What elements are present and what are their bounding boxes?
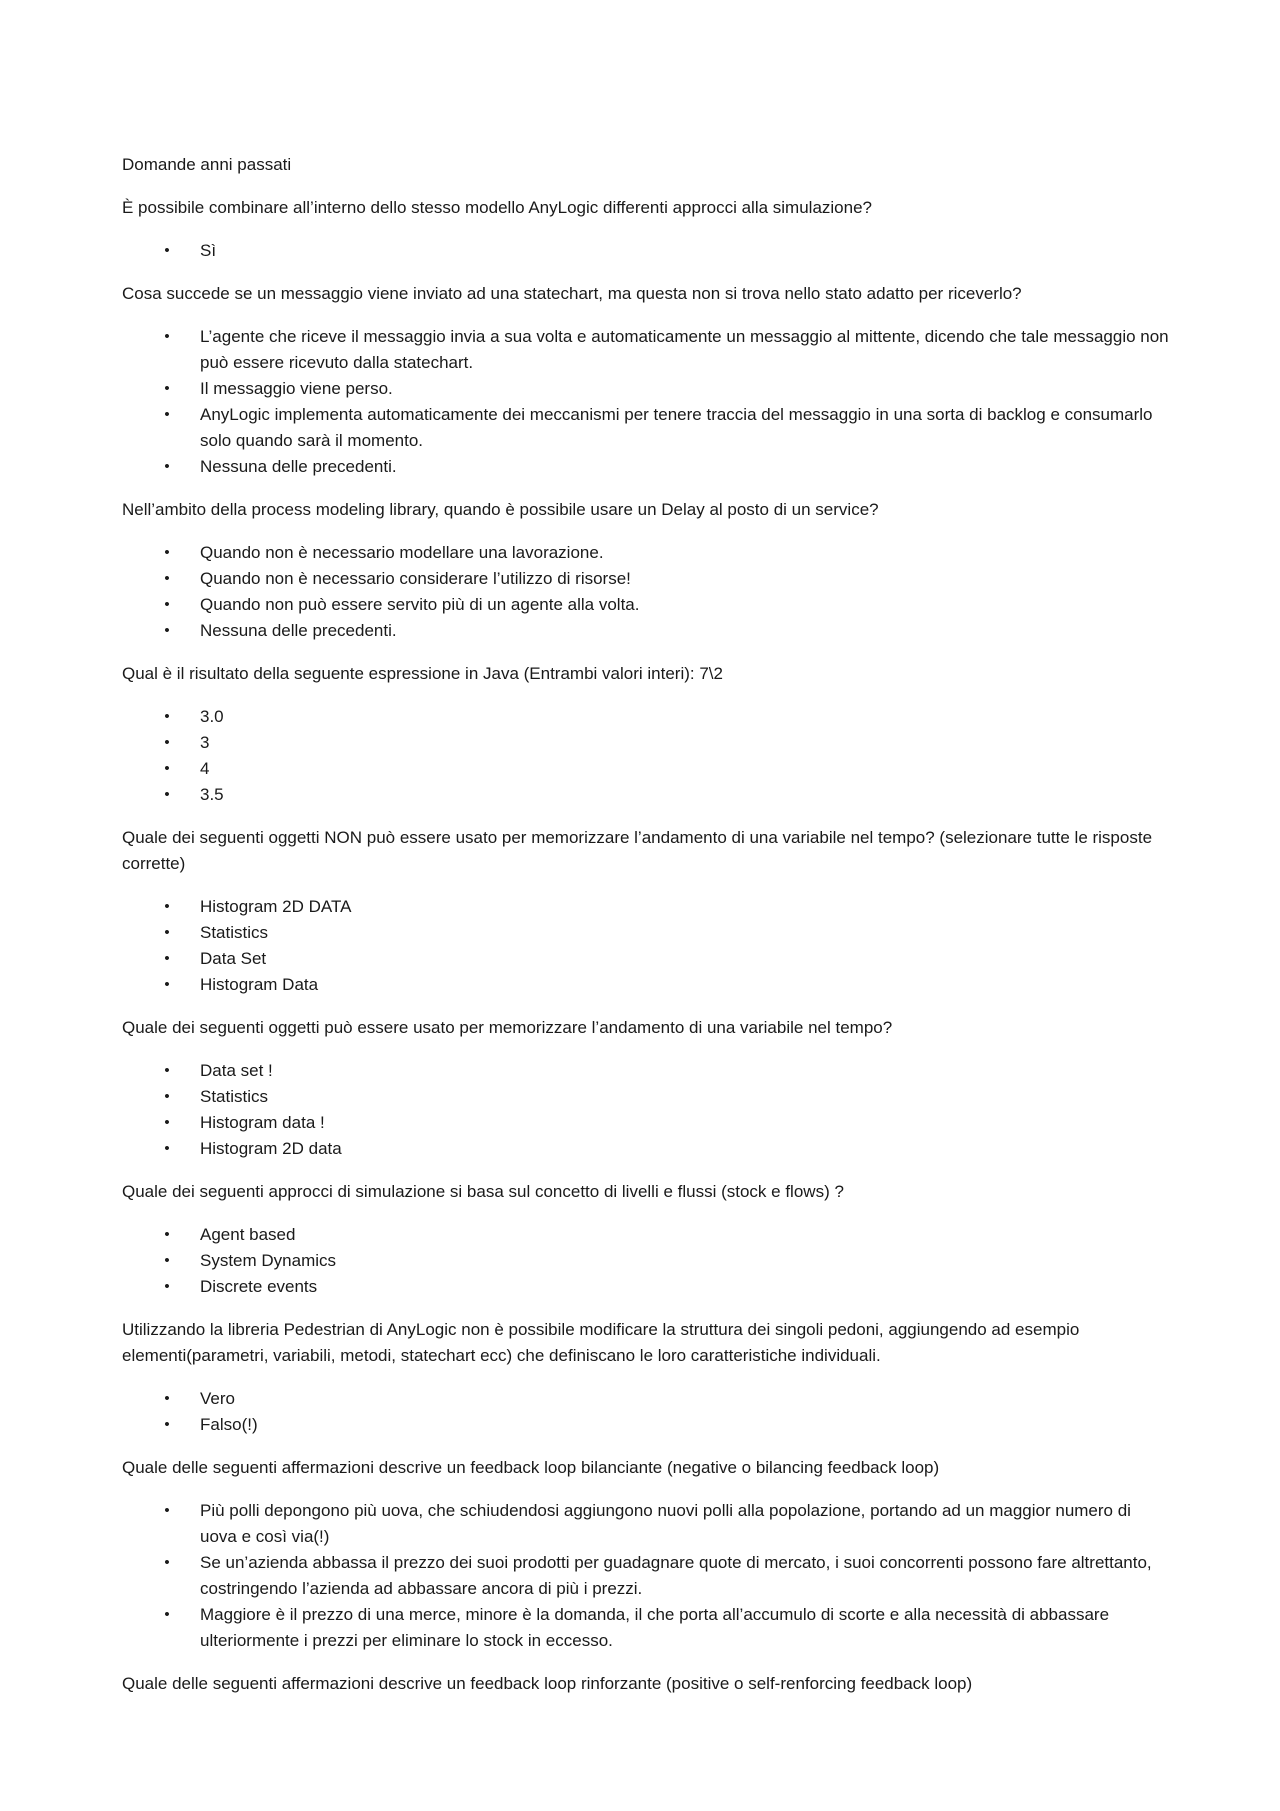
bullet-icon: • [164, 1390, 170, 1407]
answer-item [122, 1110, 1172, 1136]
answer-item [122, 1084, 1172, 1110]
answer-text: Histogram 2D data [200, 1139, 342, 1158]
bullet-icon: • [164, 570, 170, 587]
answer-item [122, 1274, 1172, 1300]
answer-text: Quando non è necessario considerare l’utilizzo di risorse! [200, 569, 631, 588]
bullet-icon: • [164, 1502, 170, 1519]
question-text: Cosa succede se un messaggio viene inviato ad una statechart, ma questa non si trova nello stato adatto per riceverlo? [122, 284, 1022, 303]
answer-list [122, 540, 1172, 644]
bullet-icon: • [164, 786, 170, 803]
answer-text: Più polli depongono più uova, che schiudendosi aggiungono nuovi polli alla popolazione, portando ad un maggior numero di uova e così via(!) [200, 1501, 1131, 1546]
answer-item [122, 704, 1172, 730]
answer-item [122, 946, 1172, 972]
answer-item [122, 618, 1172, 644]
answer-list [122, 1386, 1172, 1438]
answer-list [122, 1222, 1172, 1300]
answer-text: Histogram 2D DATA [200, 897, 352, 916]
bullet-icon: • [164, 406, 170, 423]
answer-item [122, 376, 1172, 402]
answer-text: Sì [200, 241, 217, 260]
bullet-icon: • [164, 1062, 170, 1079]
bullet-icon: • [164, 1140, 170, 1157]
answer-item [122, 566, 1172, 592]
bullet-icon: • [164, 976, 170, 993]
answer-text: Histogram data ! [200, 1113, 325, 1132]
bullet-icon: • [164, 544, 170, 561]
answer-item [122, 324, 1172, 376]
answer-item [122, 238, 1172, 264]
answer-text: 4 [200, 759, 210, 778]
question-text: Quale dei seguenti oggetti NON può essere usato per memorizzare l’andamento di una variabile nel tempo? (selezionare tutte le risposte corrette) [122, 828, 1153, 873]
question-text: Quale dei seguenti oggetti può essere usato per memorizzare l’andamento di una variabile nel tempo? [122, 1018, 893, 1037]
answer-list [122, 238, 1172, 264]
question-list [122, 195, 1172, 1697]
answer-item [122, 1222, 1172, 1248]
answer-list [122, 1498, 1172, 1654]
bullet-icon: • [164, 1114, 170, 1131]
answer-list [122, 894, 1172, 998]
bullet-icon: • [164, 380, 170, 397]
answer-item [122, 972, 1172, 998]
answer-list [122, 1058, 1172, 1162]
answer-text: Data set ! [200, 1061, 273, 1080]
question-text: Quale dei seguenti approcci di simulazione si basa sul concetto di livelli e flussi (stock e flows) ? [122, 1182, 844, 1201]
answer-text: Discrete events [200, 1277, 318, 1296]
answer-text: Histogram Data [200, 975, 319, 994]
answer-item [122, 730, 1172, 756]
answer-text: Data Set [200, 949, 267, 968]
answer-text: Agent based [200, 1225, 296, 1244]
question-text: Quale delle seguenti affermazioni descrive un feedback loop bilanciante (negative o bilancing feedback loop) [122, 1458, 940, 1477]
question-text: Qual è il risultato della seguente espressione in Java (Entrambi valori interi): 7\2 [122, 664, 723, 683]
answer-text: L’agente che riceve il messaggio invia a sua volta e automaticamente un messaggio al mittente, dicendo che tale messaggio non può essere ricevuto dalla statechart. [200, 327, 1169, 372]
question-text: Quale delle seguenti affermazioni descrive un feedback loop rinforzante (positive o self-renforcing feedback loop) [122, 1674, 973, 1693]
answer-item [122, 894, 1172, 920]
answer-item [122, 454, 1172, 480]
bullet-icon: • [164, 1226, 170, 1243]
answer-item [122, 782, 1172, 808]
answer-list [122, 704, 1172, 808]
document-body [122, 152, 1172, 1714]
bullet-icon: • [164, 950, 170, 967]
question-text: Utilizzando la libreria Pedestrian di AnyLogic non è possibile modificare la struttura dei singoli pedoni, aggiungendo ad esempio elementi(parametri, variabili, metodi, statechart ecc) che definiscano le loro caratteristiche individuali. [122, 1320, 1080, 1365]
bullet-icon: • [164, 622, 170, 639]
answer-text: Maggiore è il prezzo di una merce, minore è la domanda, il che porta all’accumulo di scorte e alla necessità di abbassare ulteriormente i prezzi per eliminare lo stock in eccesso. [200, 1605, 1110, 1650]
answer-item [122, 1550, 1172, 1602]
bullet-icon: • [164, 1606, 170, 1623]
answer-text: Statistics [200, 1087, 269, 1106]
answer-item [122, 1412, 1172, 1438]
document-title: Domande anni passati [122, 155, 292, 174]
answer-text: Il messaggio viene perso. [200, 379, 393, 398]
answer-text: 3 [200, 733, 210, 752]
bullet-icon: • [164, 1554, 170, 1571]
answer-text: Quando non è necessario modellare una lavorazione. [200, 543, 604, 562]
answer-text: 3.0 [200, 707, 224, 726]
answer-text: System Dynamics [200, 1251, 337, 1270]
answer-text: Statistics [200, 923, 269, 942]
question-text: È possibile combinare all’interno dello stesso modello AnyLogic differenti approcci alla simulazione? [122, 198, 872, 217]
answer-item [122, 1386, 1172, 1412]
bullet-icon: • [164, 1088, 170, 1105]
answer-list [122, 324, 1172, 480]
bullet-icon: • [164, 458, 170, 475]
answer-item [122, 756, 1172, 782]
answer-text: Quando non può essere servito più di un agente alla volta. [200, 595, 640, 614]
answer-text: AnyLogic implementa automaticamente dei meccanismi per tenere traccia del messaggio in una sorta di backlog e consumarlo solo quando sarà il momento. [200, 405, 1153, 450]
bullet-icon: • [164, 1252, 170, 1269]
answer-item [122, 920, 1172, 946]
bullet-icon: • [164, 596, 170, 613]
answer-item [122, 1602, 1172, 1654]
bullet-icon: • [164, 328, 170, 345]
answer-text: Vero [200, 1389, 235, 1408]
bullet-icon: • [164, 734, 170, 751]
answer-item [122, 1136, 1172, 1162]
answer-text: Se un’azienda abbassa il prezzo dei suoi prodotti per guadagnare quote di mercato, i suoi concorrenti possono fare altrettanto, costringendo l’azienda ad abbassare ancora di più i prezzi. [200, 1553, 1152, 1598]
answer-text: Falso(!) [200, 1415, 258, 1434]
bullet-icon: • [164, 760, 170, 777]
bullet-icon: • [164, 708, 170, 725]
bullet-icon: • [164, 924, 170, 941]
answer-text: Nessuna delle precedenti. [200, 621, 397, 640]
question-text: Nell’ambito della process modeling library, quando è possibile usare un Delay al posto di un service? [122, 500, 879, 519]
answer-text: 3.5 [200, 785, 224, 804]
answer-item [122, 402, 1172, 454]
answer-item [122, 1498, 1172, 1550]
bullet-icon: • [164, 242, 170, 259]
bullet-icon: • [164, 898, 170, 915]
bullet-icon: • [164, 1416, 170, 1433]
answer-text: Nessuna delle precedenti. [200, 457, 397, 476]
answer-item [122, 592, 1172, 618]
answer-item [122, 1248, 1172, 1274]
answer-item [122, 1058, 1172, 1084]
answer-item [122, 540, 1172, 566]
bullet-icon: • [164, 1278, 170, 1295]
